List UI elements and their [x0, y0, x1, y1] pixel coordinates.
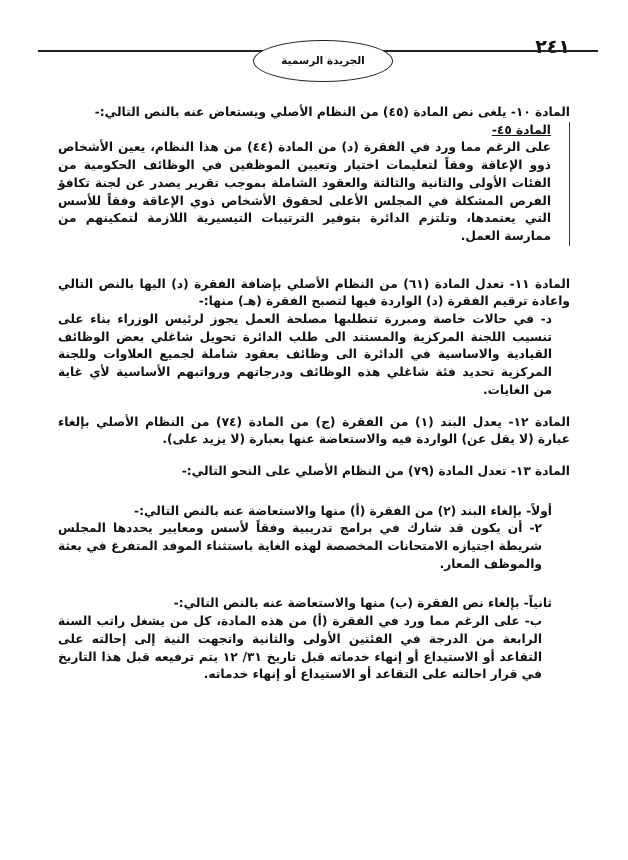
article-12 [58, 414, 570, 449]
gazette-title: الجريدة الرسمية [281, 55, 365, 67]
article-11 [58, 276, 570, 400]
article-10-heading: المادة ١٠- يلغى نص المادة (٤٥) من النظام الأصلي ويستعاض عنه بالنص التالي:- [94, 105, 570, 119]
article-45-title: المادة ٤٥- [491, 122, 551, 137]
article-13-first-title: أولاً- بإلغاء البند (٢) من الفقرة (أ) منها والاستعاضة عنه بالنص التالي:- [134, 503, 552, 518]
article-13-second-body: ب- على الرغم مما ورد في الفقرة (أ) من هذه المادة، كل من يشغل راتب السنة الرابعة من الدرجة في الفئتين الأولى والثانية واتجهت النية إلى إحالته على التقاعد أو الاستيداع أو إنهاء خدماته قبل تاريخ ٣١/ ١٢ يتم ترفيعه قبل هذا التاريخ في قرار احالته على التقاعد أو الاستيداع أو إنهاء خدماته. [58, 614, 542, 682]
article-11-body: د- في حالات خاصة ومبررة تتطلبها مصلحة العمل يجوز لرئيس الوزراء بناء على تنسيب اللجنة المركزية والمستند الى طلب الدائرة تحويل شاغلي بعض الوظائف القيادية والاساسية في الدائرة الى وظائف بعقود شاملة لجميع العلاوات وللجنة المركزية تحديد فئة شاغلي هذه الوظائف ودرجاتهم ورواتبهم الأساسية لأي غاية من الغايات. [58, 312, 552, 397]
document-body [58, 104, 570, 684]
article-13-heading: المادة ١٣- تعدل المادة (٧٩) من النظام الأصلي على النحو التالي:- [181, 463, 570, 478]
article-11-heading: المادة ١١- تعدل المادة (٦١) من النظام الأصلي بإضافة الفقرة (د) اليها بالنص التالي واعادة ترقيم الفقرة (د) الواردة فيها لتصبح الفقرة (هـ) منها:- [58, 276, 570, 309]
article-45-quote [58, 122, 570, 246]
page-number: ٢٤١ [535, 36, 570, 58]
article-12-text: المادة ١٢- يعدل البند (١) من الفقرة (ج) من المادة (٧٤) من النظام الأصلي بإلغاء عبارة (لا يقل عن) الواردة فيه والاستعاضة عنها بعبارة (لا يزيد على). [58, 414, 571, 447]
article-13-second-title: ثانياً- بإلغاء نص الفقرة (ب) منها والاستعاضة عنه بالنص التالي:- [173, 596, 552, 611]
gazette-title-badge [253, 40, 393, 82]
article-13 [58, 463, 570, 684]
article-13-first-body: ٢- أن يكون قد شارك في برامج تدريبية وفقاً لأسس ومعايير يحددها المجلس شريطة اجتيازه الامتحانات المخصصة لهذه الغاية باستثناء الموفد المتفرغ في بعثة والموظف المعار. [58, 521, 542, 571]
article-45-body: على الرغم مما ورد في الفقرة (د) من المادة (٤٤) من هذا النظام، يعين الأشخاص ذوو الإعاقة وفقاً لتعليمات اختيار وتعيين الموظفين في الوظائف الحكومية من الفئات الأولى والثانية والثالثة والعقود الشاملة بموجب تقرير يصدر عن لجنة تكافؤ الفرص المشكلة في المجلس الأعلى لحقوق الأشخاص ذوي الإعاقة وفقاً للأسس التي يعتمدها، وتلتزم الدائرة بتوفير الترتيبات التيسيرية اللازمة لتمكينهم من ممارسة العمل. [58, 140, 551, 243]
article-10 [58, 104, 570, 246]
